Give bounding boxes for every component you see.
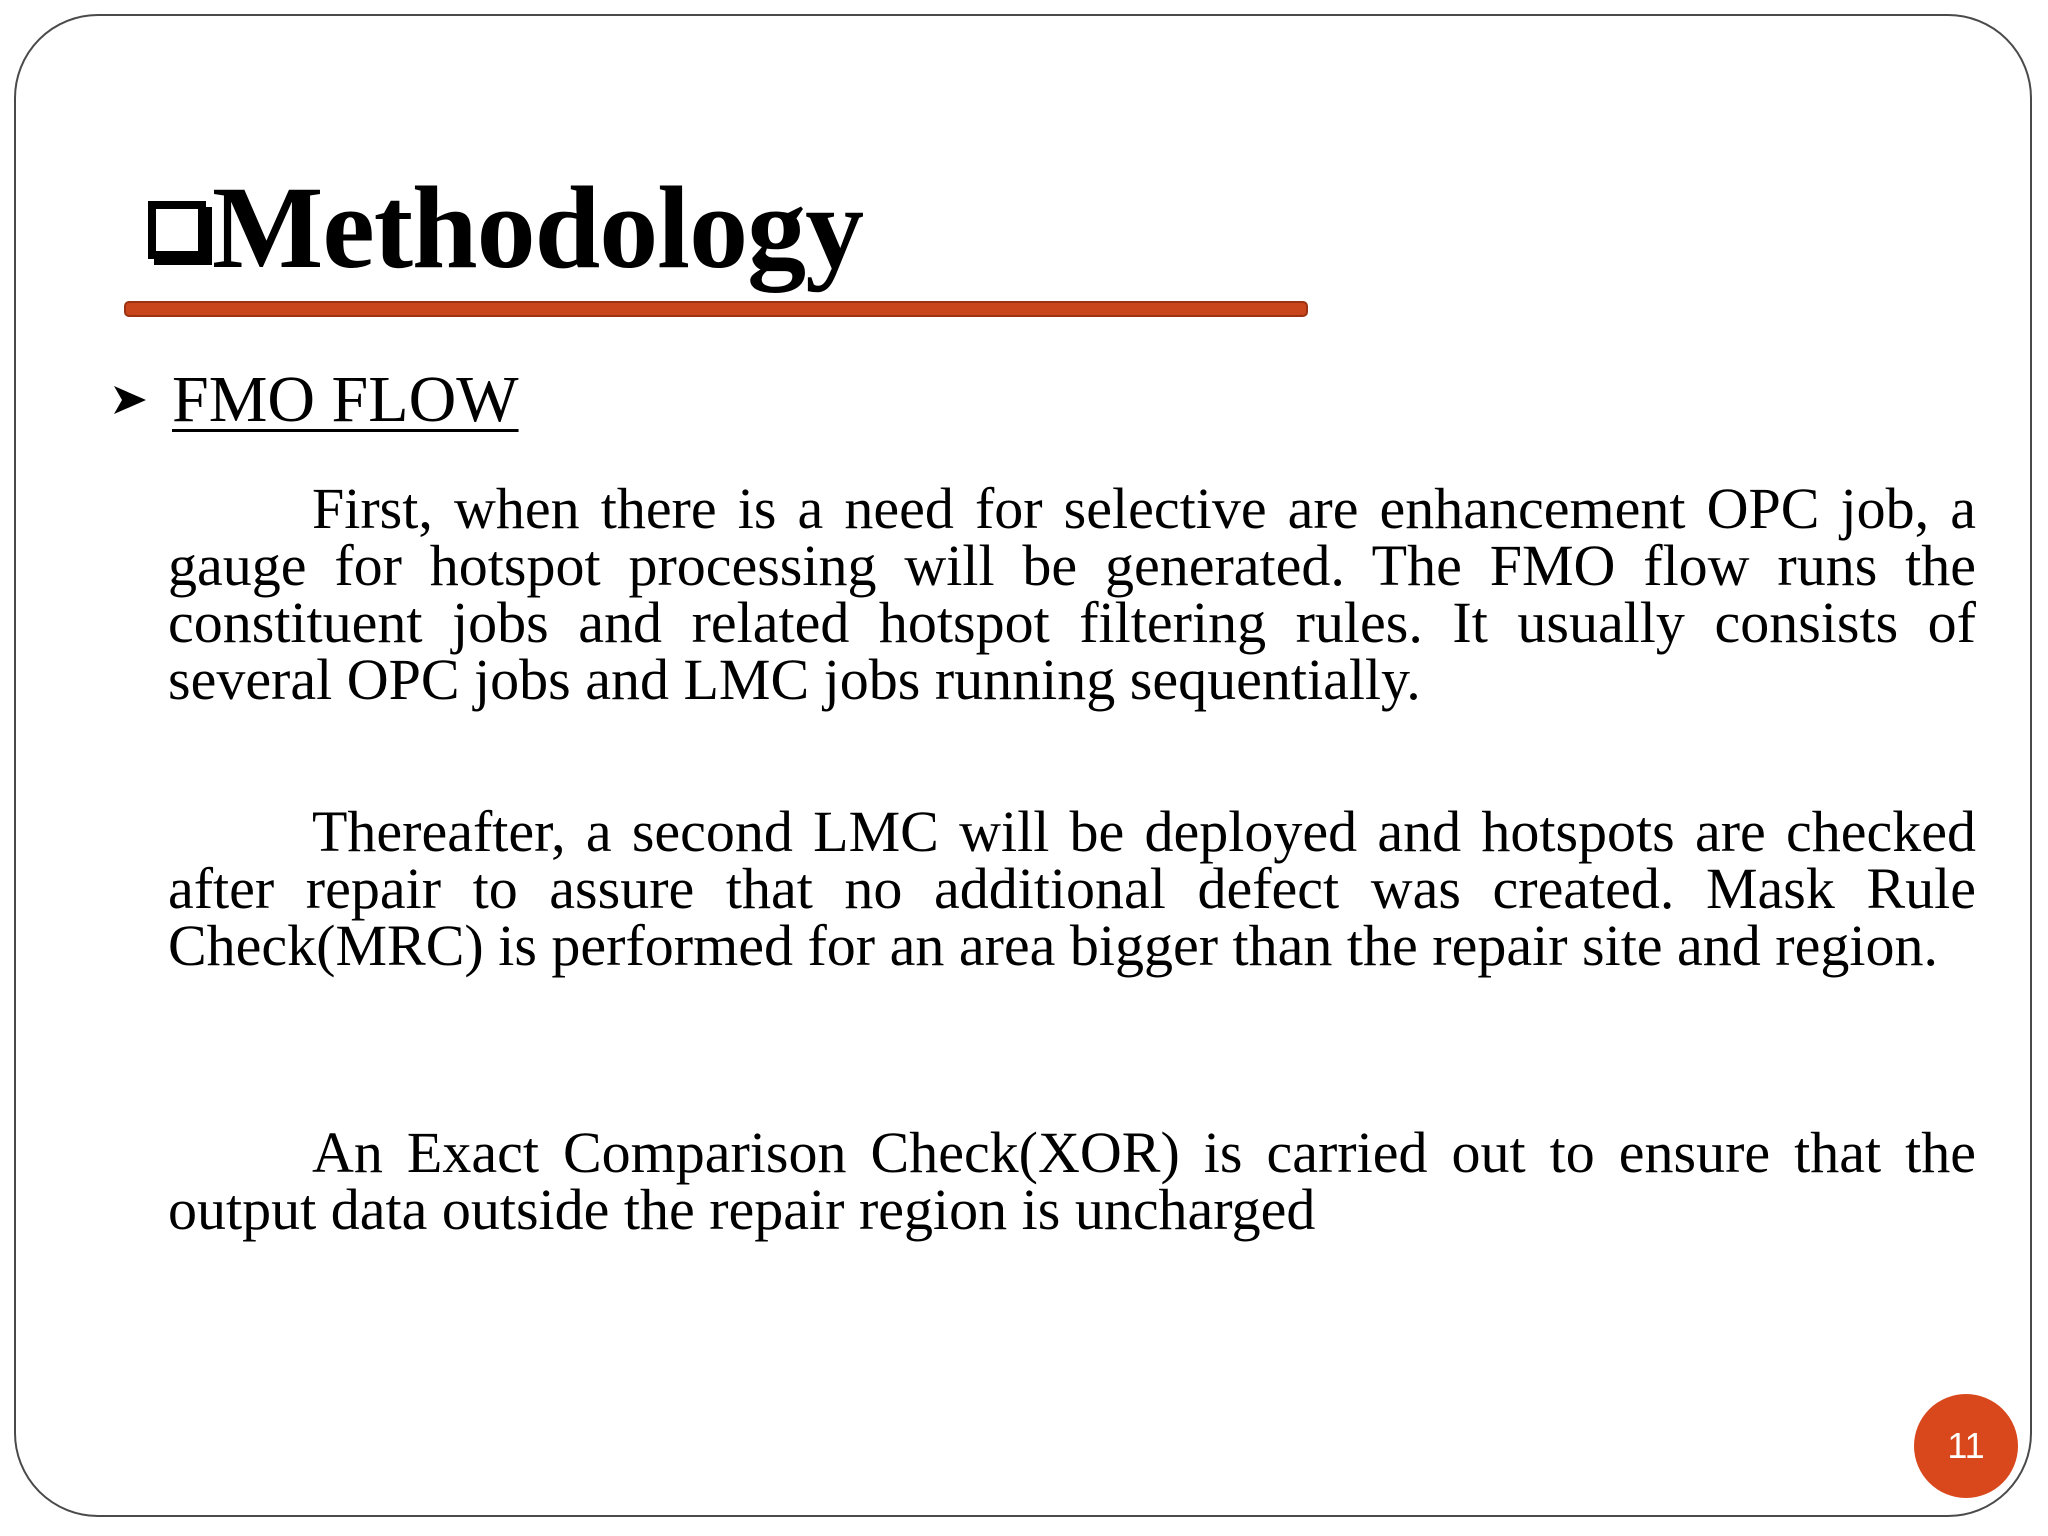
page-title: Methodology [212, 162, 864, 293]
paragraph-3: An Exact Comparison Check(XOR) is carried out to ensure that the output data outside the repair region is uncharged [168, 1120, 1976, 1242]
section-heading: FMO FLOW [172, 363, 519, 436]
checkbox-icon [148, 201, 206, 259]
paragraph-1: First, when there is a need for selective are enhancement OPC job, a gauge for hotspot processing will be generated. The FMO flow runs the constituent jobs and related hotspot filtering rules. It usually consists of several OPC jobs and LMC jobs running sequentially. [168, 476, 1976, 712]
page-number-badge: 11 [1914, 1394, 2018, 1498]
title-underline [124, 301, 1308, 317]
paragraph-2: Thereafter, a second LMC will be deployed and hotspots are checked after repair to assure that no additional defect was created. Mask Rule Check(MRC) is performed for an area bigger than the repair site and region. [168, 799, 1976, 978]
section-heading-row [110, 360, 519, 440]
arrow-bullet-icon [110, 380, 150, 420]
title-row [148, 162, 864, 293]
